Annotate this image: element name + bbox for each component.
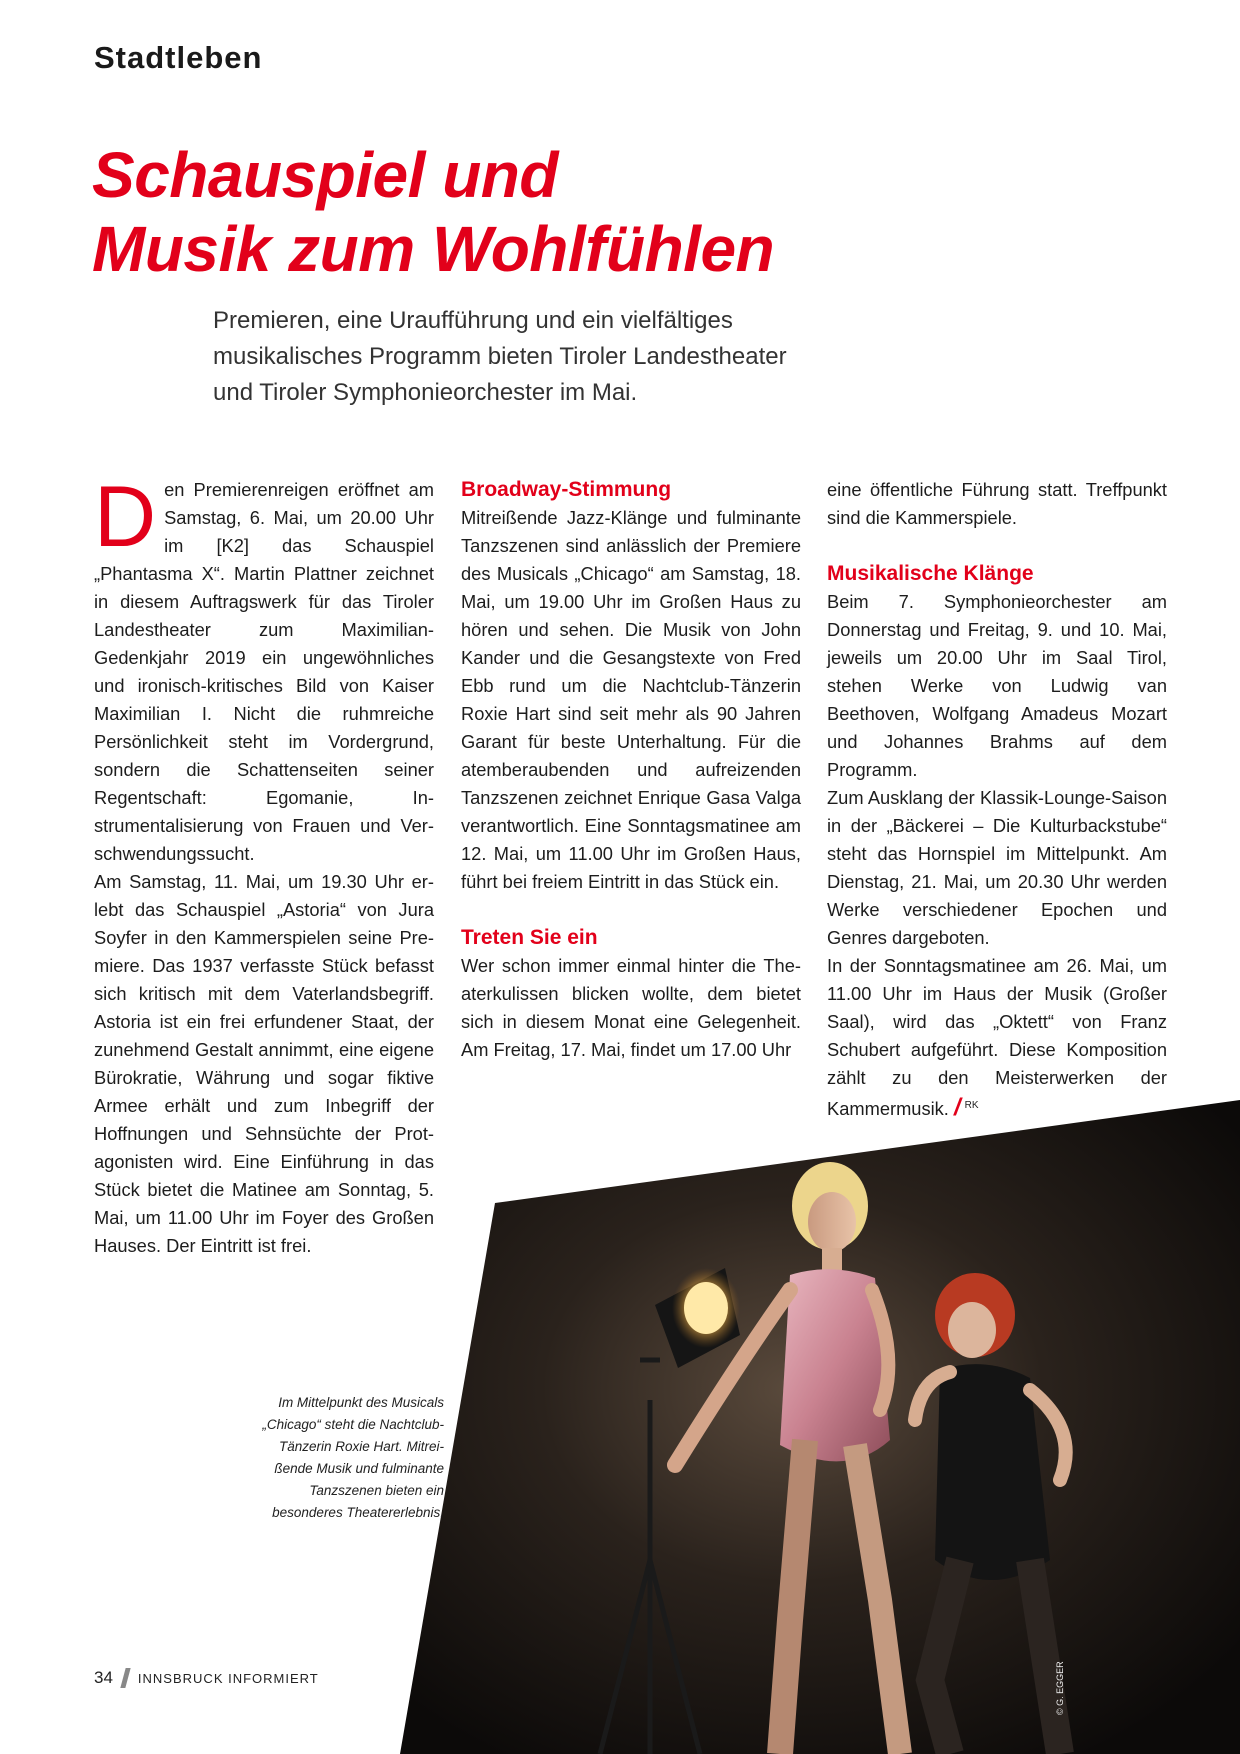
paragraph: eine öffentliche Führung statt. Treffpunkt sind die Kammerspiele. [827, 479, 1167, 528]
drop-cap: D [94, 469, 157, 565]
author-initials: RK [964, 1100, 979, 1111]
photo-caption: Im Mittelpunkt des Musicals „Chicago“ steht die Nachtclub- Tänzerin Roxie Hart. Mitrei- ßende Musik und fulminante Tanzszenen bieten ein besonderes Theatererlebnis. [262, 1395, 444, 1520]
paragraph: Zum Ausklang der Klassik-Lounge-Saison in der „Bäckerei – Die Kulturbackstube“ steht das Hornspiel im Mittelpunkt. Am Dienstag, 21. Mai, um 20.30 Uhr werden Werke verschiedener Epochen und Genres dargeboten. [827, 787, 1167, 948]
paragraph: Am Samstag, 11. Mai, um 19.30 Uhr erlebt das Schauspiel „Astoria“ von Jura Soyfer in den Kammerspielen seine Premiere. Das 1937 verfasste Stück befasst sich kritisch mit dem Vaterlandsbegriff. Astoria ist ein frei erfundener Staat, der zunehmend Gestalt annimmt, eine eigene Bürokratie, Währung und sogar fiktive Armee erhält und zum Inbegriff der Hoffnungen und Sehnsüchte der Protagonisten wird. Eine Einführung in das Stück bietet die Matinee am Sonntag, 5. Mai, um 11.00 Uhr im Foyer des Großen Hauses. Der Eintritt ist frei. [94, 871, 434, 1256]
paragraph: Mitreißende Jazz-Klänge und fulminante Tanzszenen sind anlässlich der Premiere des Musicals „Chicago“ am Samstag, 18. Mai, um 19.00 Uhr im Großen Haus zu hören und sehen. Die Musik von John Kander und die Gesangstexte von Fred Ebb rund um die Nachtclub-Tänzerin Roxie Hart sind seit mehr als 90 Jahren Garant für beste Unterhaltung. Für die atemberaubenden und aufreizenden Tanzszenen zeichnet Enrique Gasa Valga verantwortlich. Eine Sonntagsmatinee am 12. Mai, um 11.00 Uhr im Großen Haus, führt bei freiem Eintritt in das Stück ein. [461, 507, 801, 892]
section-label: Stadtleben [94, 40, 263, 75]
photo-credit: © G. EGGER [1055, 1661, 1065, 1715]
page-number: 34 [94, 1668, 113, 1687]
page-footer [94, 1668, 319, 1688]
title-line-1: Schauspiel und [92, 139, 558, 211]
subheading-treten: Treten Sie ein [461, 926, 598, 949]
lead-line-2: musikalisches Programm bieten Tiroler Landestheater [213, 343, 787, 370]
publication-name: INNSBRUCK INFORMIERT [137, 1670, 319, 1686]
end-mark: / [953, 1094, 961, 1122]
subheading-broadway: Broadway-Stimmung [461, 478, 672, 501]
title-line-2: Musik zum Wohlfühlen [92, 213, 775, 285]
subheading-musik: Musikalische Klänge [827, 562, 1034, 585]
paragraph: Den Premierenreigen eröffnet am Samstag, 6. Mai, um 20.00 Uhr im [K2] das Schauspiel „Phantasma X“. Martin Plattner zeichnet in diesem Auftragswerk für das Tiroler Landestheater zum Maximilian-Gedenkjahr 2019 ein ungewöhnliches und ironisch-kritisches Bild von Kaiser Maximilian I. Nicht die ruhmreiche Persönlichkeit steht im Vordergrund, sondern die Schattenseiten seiner Regentschaft: Egomanie, Instrumentalisierung von Frauen und Verschwendungssucht. [94, 469, 434, 864]
separator-bar [120, 1668, 130, 1688]
paragraph: In der Sonntagsmatinee am 26. Mai, um 11.00 Uhr im Haus der Musik (Großer Saal), wird das „Oktett“ von Franz Schubert aufgeführt. Diese Komposition zählt zu den Meisterwerken der Kammermusik. / $^{RK}$ [827, 955, 1167, 1122]
lead-line-1: Premieren, eine Uraufführung und ein vielfältiges [213, 307, 733, 334]
lead-line-3: und Tiroler Symphonieorchester im Mai. [213, 379, 638, 406]
paragraph: Beim 7. Symphonieorchester am Donnerstag und Freitag, 9. und 10. Mai, jeweils um 20.00 Uhr im Saal Tirol, stehen Werke von Ludwig van Beethoven, Wolfgang Amadeus Mozart und Johannes Brahms auf dem Programm. [827, 591, 1167, 780]
paragraph: Wer schon immer einmal hinter die Theaterkulissen blicken wollte, dem bietet sich in diesem Monat eine Gelegenheit. Am Freitag, 17. Mai, findet um 17.00 Uhr [461, 955, 801, 1060]
